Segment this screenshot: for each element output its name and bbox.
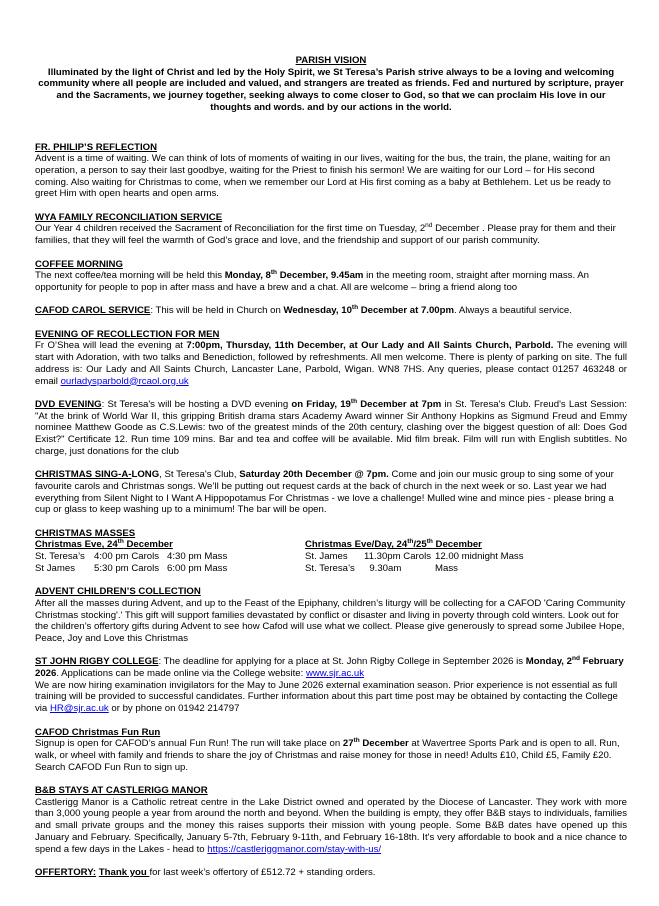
masses-title: CHRISTMAS MASSES [35,527,136,539]
section-funrun [35,727,627,774]
mass-row: St James 5:30 pm Carols 6:00 pm Mass [35,562,228,574]
section-recollection [35,329,627,388]
text: for last week’s offertory of £512.72 + standing orders. [149,866,376,878]
section-offertory [35,867,627,879]
text: Monday, 2 [525,656,572,668]
text: in St. Teresa's Club. Freud's Last Session: "At the brink of World War II, this gripping British drama stars Academy Award winner Sir Anthony Hopkins as Sigmund Freud and Emmy nominee Matthew Goode as C.S.Lewis: two of the greatest minds of the 20th century, clashing over the biggest question of all: Does God Exist?" Certificate 12. Run time 109 mins. Bar and tea and coffee will be available. Mid film break. Film will run with English subtitles. No charge, just donations for the club [35,398,627,457]
text: December at 7.00pm [358,305,455,317]
text: After all the masses during Advent, and up to the Feast of the Epiphany, children’s liturgy will be collecting for a CAFOD 'Caring Community Christmas stocking'.' This gift will support families devastated by conflict or disaster and living in poverty through cold winters. Look out for the children’s offertory gifts during Advent to see how Cafod will use what we collect. Please give generously to spread some Jubilee Hope, Peace, Joy and Love this Christmas [35,597,626,644]
superscript: th [270,269,278,277]
superscript: nd [571,655,580,663]
text: 7:00pm, Thursday, 11th December, at Our Lady and All Saints Church, Parbold. [186,340,554,352]
text: December at 7pm [357,398,442,410]
text: Castlerigg Manor is a Catholic retreat centre in the Lake District owned and operated by the Diocese of Lancaster. They work with more than 3,000 young people a year from around the north and beyond. When the building is empty, they offer B&B stays to individuals, families and small private groups and the money this raises supports their mission with young people. Some B&B dates have opened up this January and February. Specifically, January 5-7th, February 9-11th, and February 16-18th. It's very affordable to book and a nice chance to spend a few days in the Lakes - head to [35,796,627,855]
section-christmas-masses [35,528,627,575]
masses-left-heading: Christmas Eve, 24th December [35,538,173,551]
superscript: nd [425,222,433,230]
section-heading: ST JOHN RIGBY COLLEGE [35,656,159,668]
section-heading: CHRISTMAS SING-A- [35,469,132,481]
link[interactable]: www.sjr.ac.uk [305,668,365,680]
text: Monday, 8 [224,270,271,282]
text: The evening will start with Adoration, with two talks and Benediction, followed by refreshments. All men welcome. There is plenty of parking on site. The full address is: Our Lady and All Saints Church, Lancaster Lane, Parbold, Wigan. WN8 7HS. Any queries, please contact 01257 463248 or email [35,340,627,387]
section-heading: OFFERTORY: [35,866,97,878]
link[interactable]: HR@sjr.ac.uk [49,703,109,715]
text: The next coffee/tea morning will be held this [35,270,225,282]
section-carol [35,305,627,317]
text: We are now hiring examination invigilators for the May to June 2026 external examination season. Prior experience is not essential as full training will be provided to successful candidates. Further information about this part time post may be obtained by contacting the College via [35,679,618,715]
section-heading: CAFOD Christmas Fun Run [35,726,161,738]
section-dvd [35,399,627,458]
text: December . Please pray for them and their families, that they will feel the warmth of God’s grace and love, and the friendship and support of our parish community. [35,223,616,247]
section-heading: DVD EVENING [35,398,102,410]
text: Come and join our music group to sing some of your favourite carols and Christmas songs. We’ll be putting out request cards at the back of church in the next week or so. Last year we had everything from Silent Night to I Want A Hippopotamus For Christmas - we love a challenge! Mulled wine and mince pies - please bring a cup or glass to keep washing up to a minimum! The bar will be open. [35,469,614,516]
section-singalong [35,469,627,516]
text: Thank you [98,866,150,878]
section-heading: FR. PHILIP’S REFLECTION [35,141,158,153]
section-heading: EVENING OF RECOLLECTION FOR MEN [35,328,220,340]
text: December [359,738,409,750]
superscript: th [350,397,358,405]
section-heading: CAFOD CAROL SERVICE [35,305,151,317]
notices-group-1 [35,142,627,516]
section-reflection [35,142,627,201]
masses-right-heading: Christmas Eve/Day, 24th/25th December [305,538,482,551]
section-heading: COFFEE MORNING [35,258,123,270]
text: on Friday, 19 [291,398,351,410]
mass-row: St. James 11.30pm Carols 12.00 midnight Mass [305,551,524,563]
parish-vision-text: Illuminated by the light of Christ and led by the Holy Spirit, we St Teresa’s Parish strive always to be a loving and welcoming community where all people are included and valued, and strangers are treated as friends. Fed and nurtured by scripture, prayer and the Sacraments, we journey together, seeking always to come closer to God, so that we can proclaim His love in our thoughts and words. and by our actions in the world. [38,66,624,113]
mass-row: St. Teresa’s 9.30am Mass [305,562,458,574]
text: : This will be held in Church on [150,305,284,317]
text: . Applications can be made online via the College website: [56,668,306,680]
text: 27 [342,738,354,750]
text: LONG [131,469,160,481]
text: or by phone on 01942 214797 [108,703,240,715]
section-castlerigg [35,785,627,855]
masses-christmas-eve [35,539,305,574]
section-advent [35,586,627,645]
parish-vision [35,55,627,114]
superscript: th [351,304,359,312]
text: : St Teresa's will be hosting a DVD evening [101,398,292,410]
section-heading: ADVENT CHILDREN’S COLLECTION [35,586,201,598]
text: December, 9.45am [277,270,364,282]
text: . Always a beautiful service. [454,305,572,317]
masses-christmas-day [305,539,555,574]
text: in the meeting room, straight after morning mass. An opportunity for people to pop in after mass and have a brew and a chat. All are welcome – bring a friend along too [35,270,589,293]
section-heading: B&B STAYS AT CASTLERIGG MANOR [35,785,208,797]
bulletin-page [35,55,627,890]
text: Wednesday, 10 [283,305,352,317]
section-rigby [35,656,627,715]
parish-vision-title: PARISH VISION [295,55,367,66]
section-heading: WYA FAMILY RECONCILIATION SERVICE [35,211,223,223]
link[interactable]: ourladysparbold@rcaol.org.uk [60,375,189,387]
text: Saturday 20th December @ 7pm. [239,469,389,481]
text: Advent is a time of waiting. We can think of lots of moments of waiting in our lives, waiting for the bus, the train, the plane, waiting for an operation, a person to say their last goodbye, waiting for the Priest to finish his sermon! We are waiting for our Lord – for His second coming. Also waiting for Christmas to come, when we remember our Lord at His first coming as a baby at Bethlehem. Let us be ready to greet Him with open hearts and open arms. [35,153,611,200]
notices-group-2 [35,586,627,879]
text: February 2026 [35,656,624,680]
section-coffee [35,259,627,294]
text: Fr O’Shea will lead the evening at [35,340,187,352]
text: , St Teresa's Club, [159,469,240,481]
text: Signup is open for CAFOD’s annual Fun Run! The run will take place on [35,738,343,750]
superscript: th [353,737,360,745]
text: at Wavertree Sports Park and is open to all. Run, walk, or wheel with family and friends to share the joy of Christmas and raise money for those in need! Adults £10, Child £5, Family £20. Search CAFOD Fun Run to sign up. [35,738,620,773]
link[interactable]: https://castleriggmanor.com/stay-with-us/ [207,843,382,855]
text: : The deadline for applying for a place at St. John Rigby College in September 2026 is [158,656,526,668]
section-wya [35,212,627,247]
text: Our Year 4 children received the Sacrament of Reconciliation for the first time on Tuesday, 2 [35,223,426,235]
mass-row: St. Teresa’s 4:00 pm Carols 4:30 pm Mass [35,551,228,563]
